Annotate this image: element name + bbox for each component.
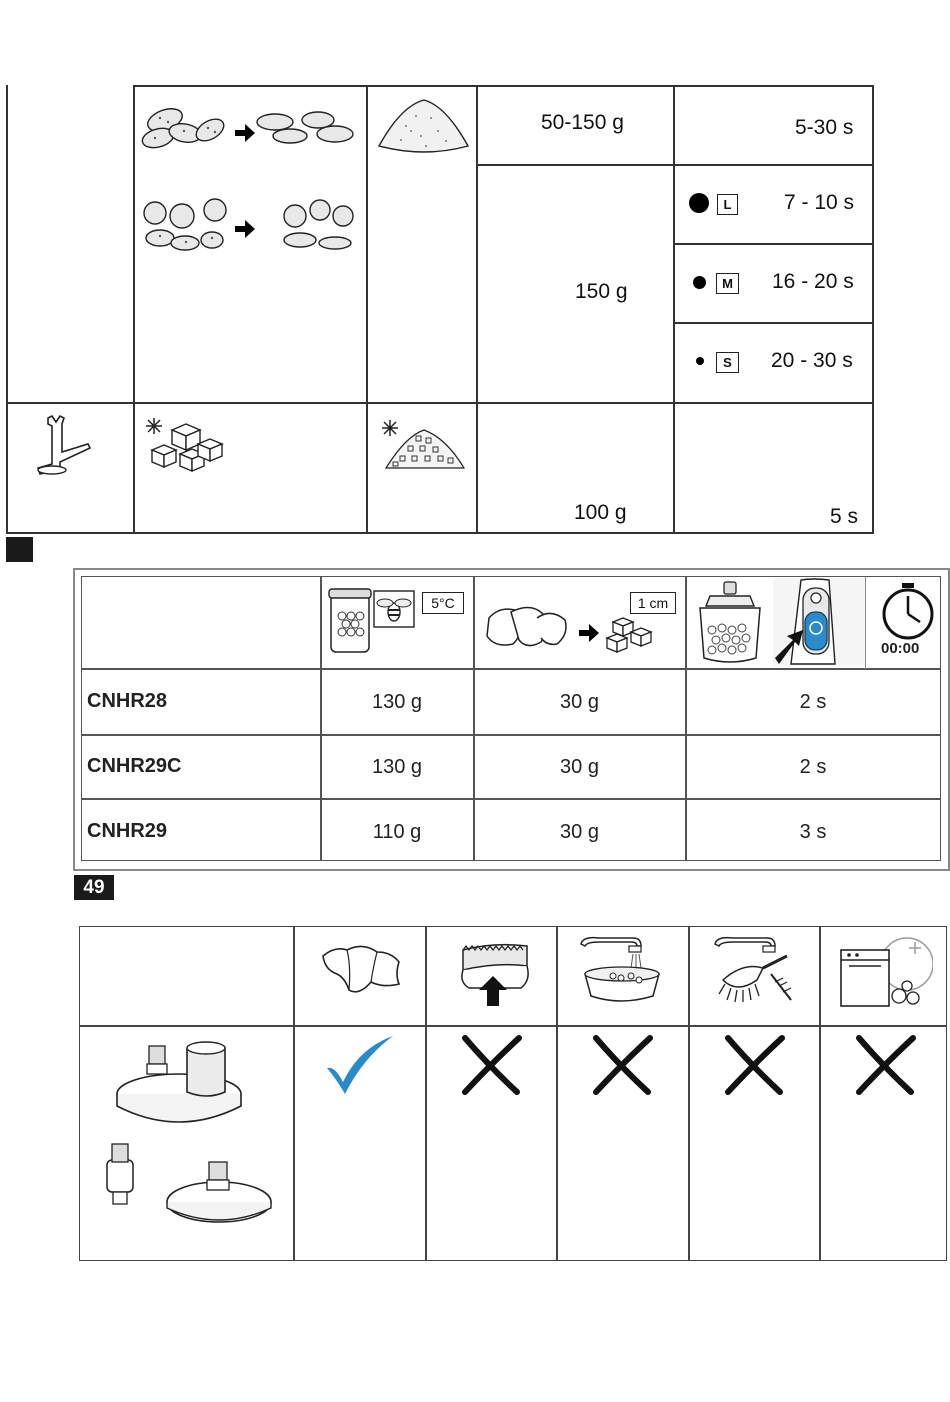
stopwatch-icon	[876, 582, 940, 640]
model-cnhr28: CNHR28	[87, 690, 168, 712]
table-2	[73, 568, 949, 870]
medium-dot-icon	[693, 276, 706, 289]
run-time: 2 s	[799, 691, 827, 713]
dishwasher-icon	[837, 934, 933, 1010]
nuts-chopping-icon	[140, 98, 360, 263]
honey-amount: 130 g	[371, 691, 423, 713]
cross-mark-icon	[722, 1032, 788, 1098]
cube-size-label: 1 cm	[630, 592, 676, 614]
temperature-label: 5°C	[422, 592, 464, 614]
chopper-bowl-icon	[690, 580, 770, 666]
run-time: 3 s	[799, 821, 827, 843]
ice-blade-attachment-icon	[30, 412, 100, 482]
power-button-icon	[773, 578, 865, 666]
wash-basin-icon	[579, 934, 663, 1004]
timer-readout: 00:00	[881, 640, 920, 657]
cross-mark-icon	[853, 1032, 919, 1098]
table-3	[79, 926, 947, 1262]
scouring-sponge-icon	[457, 936, 533, 1008]
honey-amount: 110 g	[372, 821, 422, 843]
time-range: 5-30 s	[795, 116, 854, 139]
speed-time-s: 20 - 30 s	[771, 349, 853, 372]
brush-rinse-icon	[713, 934, 797, 1006]
amount-range: 50-150 g	[541, 111, 624, 134]
model-cnhr29: CNHR29	[87, 820, 168, 842]
ice-amount: 100 g	[574, 501, 627, 524]
model-cnhr29c: CNHR29C	[87, 755, 182, 777]
apple-amount: 30 g	[560, 691, 599, 713]
ice-time: 5 s	[830, 505, 859, 528]
size-box-s: S	[716, 352, 739, 373]
bee-icon	[373, 590, 415, 628]
speed-time-m: 16 - 20 s	[772, 270, 854, 293]
cross-mark-icon	[459, 1032, 525, 1098]
size-box-l: L	[717, 194, 738, 215]
amount-fixed: 150 g	[575, 280, 628, 303]
ground-powder-icon	[376, 96, 471, 158]
section-marker	[6, 537, 33, 562]
size-box-m: M	[716, 273, 739, 294]
ice-cubes-icon	[142, 414, 232, 474]
honey-jar-icon	[327, 586, 373, 656]
run-time: 2 s	[799, 756, 827, 778]
apple-amount: 30 g	[560, 756, 599, 778]
honey-amount: 130 g	[371, 756, 423, 778]
wipe-cloth-icon	[319, 938, 403, 998]
figure-number: 49	[74, 875, 114, 900]
crushed-ice-icon	[378, 416, 468, 474]
speed-time-l: 7 - 10 s	[784, 191, 855, 214]
check-mark-icon	[323, 1032, 397, 1096]
large-dot-icon	[689, 193, 709, 213]
cross-mark-icon	[590, 1032, 656, 1098]
table-1	[0, 0, 950, 540]
small-dot-icon	[696, 357, 704, 365]
lid-attachments-icon	[103, 1034, 283, 1246]
apple-amount: 30 g	[560, 821, 599, 843]
